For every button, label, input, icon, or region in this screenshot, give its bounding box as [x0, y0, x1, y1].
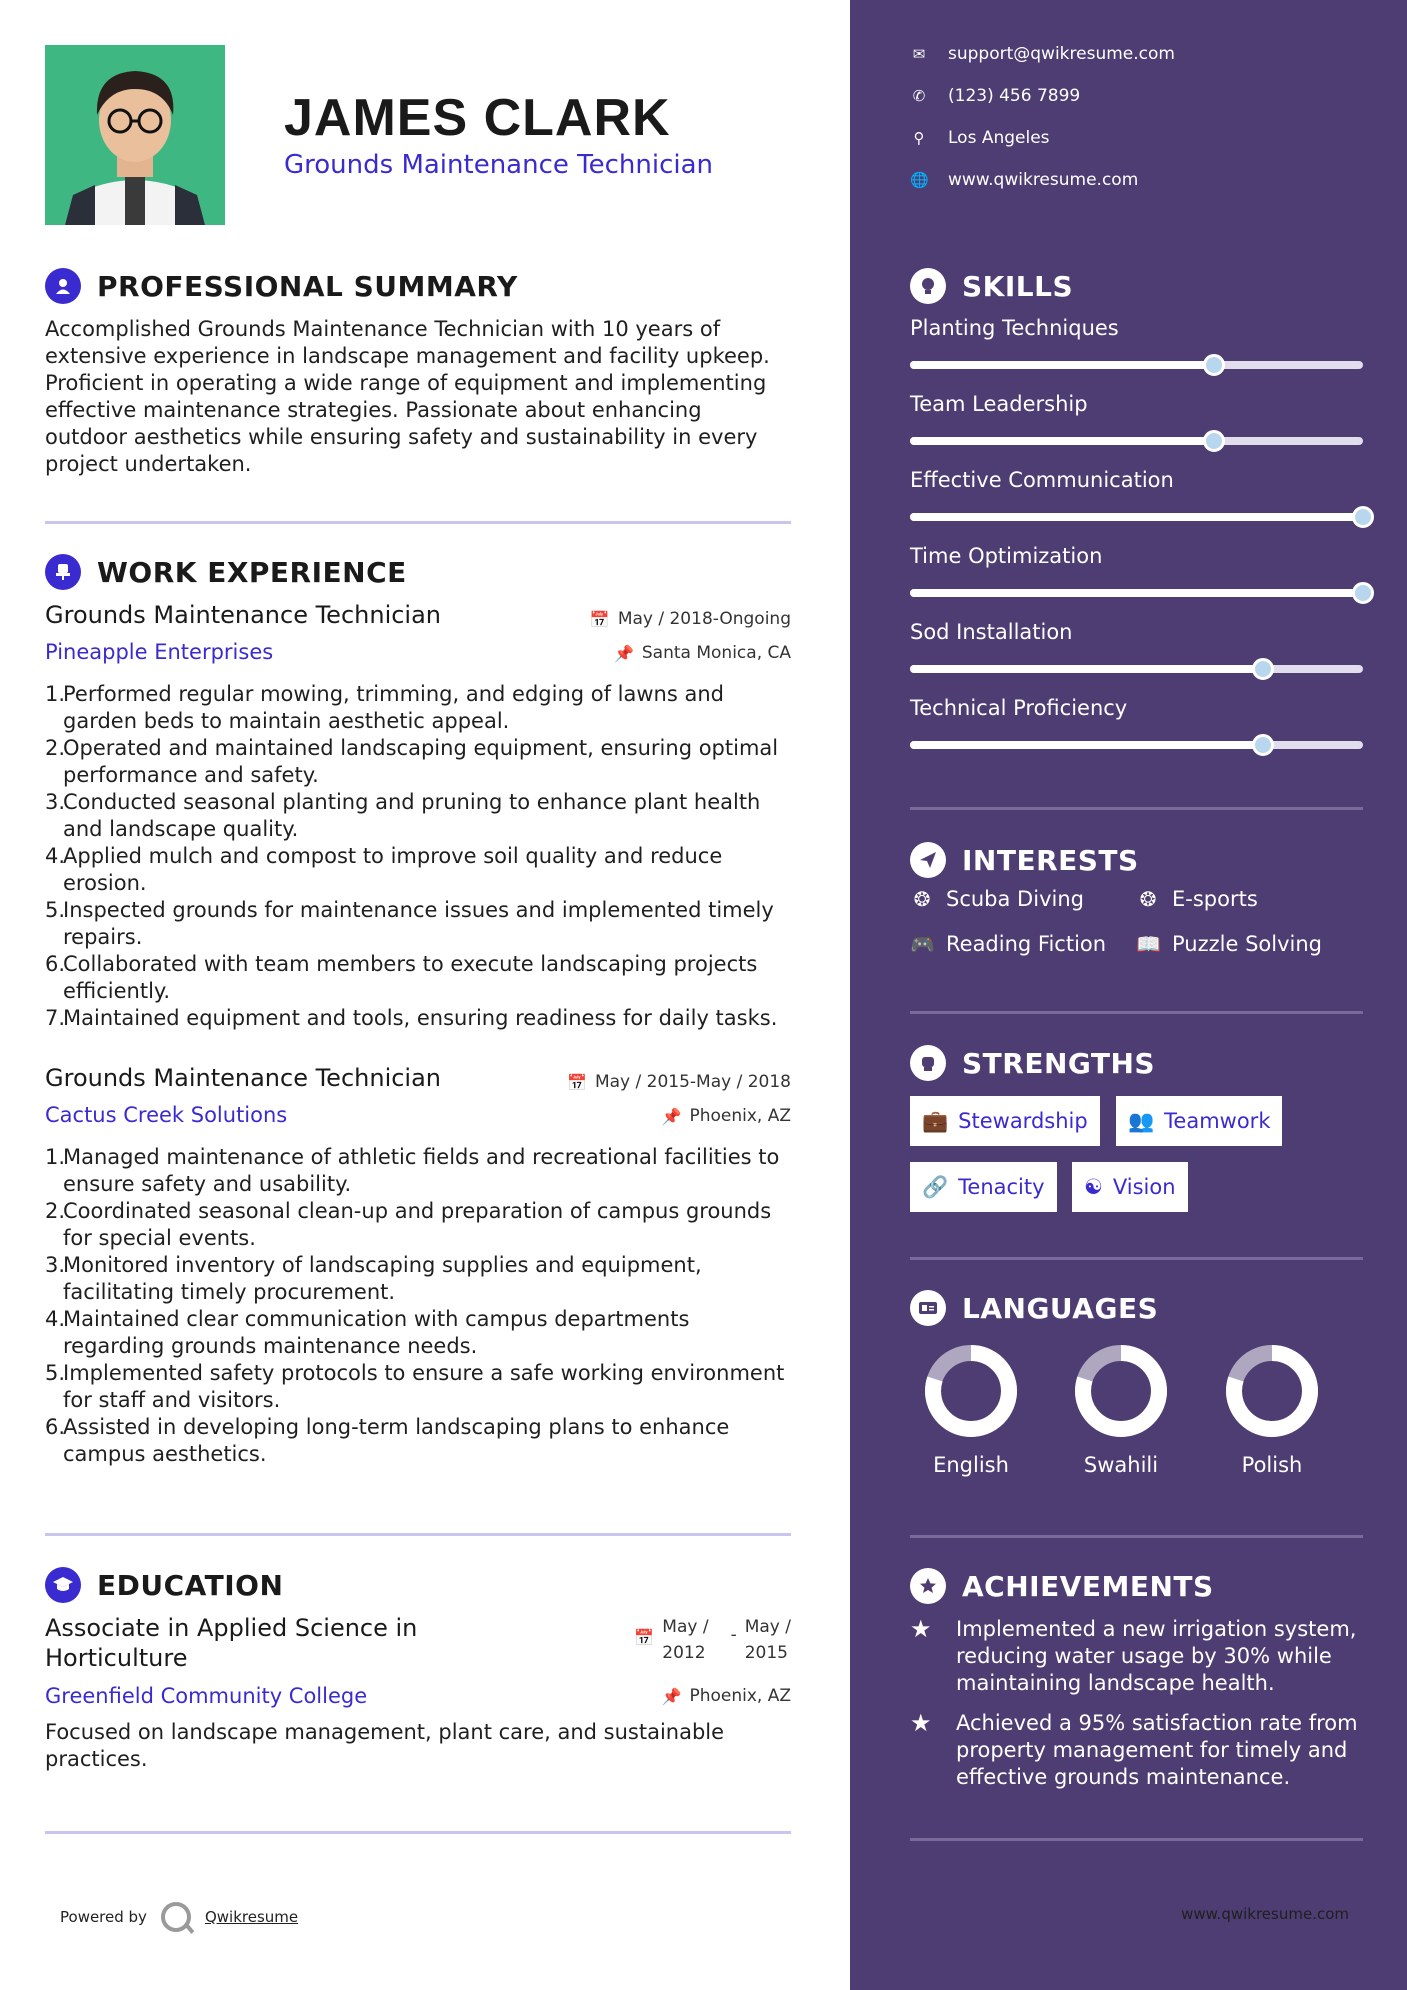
job-dates	[590, 609, 791, 629]
school-name: Greenfield Community College	[45, 1684, 368, 1708]
strength-badge	[910, 1162, 1057, 1212]
envelope-icon: ✉	[912, 45, 926, 63]
skill-bar-fill	[910, 513, 1363, 521]
edu-start-month: May /	[662, 1617, 709, 1637]
edu-start-year: 2012	[662, 1643, 706, 1663]
section-title: ACHIEVEMENTS	[962, 1569, 1214, 1603]
job-dates	[567, 1072, 791, 1092]
pin-icon: 📌	[613, 643, 634, 663]
section-title: PROFESSIONAL SUMMARY	[97, 269, 518, 303]
gamepad-icon: 🎮	[910, 932, 935, 956]
job-location-text: Santa Monica, CA	[641, 643, 791, 663]
strength-badge	[910, 1096, 1100, 1146]
language-item	[1046, 1343, 1196, 1477]
strength-badge	[1072, 1162, 1188, 1212]
skill-label: Team Leadership	[910, 392, 1088, 416]
degree-line: Horticulture	[45, 1644, 188, 1672]
list-item: 2. Operated and maintained landscaping equipment, ensuring optimal performance and safety.	[45, 736, 779, 787]
interests-heading	[910, 842, 1139, 878]
lightbulb-icon	[910, 268, 946, 304]
edu-end-year: 2015	[744, 1643, 788, 1663]
skill-bar	[910, 589, 1363, 597]
job-location	[662, 1106, 791, 1126]
id-card-icon	[910, 1290, 946, 1326]
section-title: STRENGTHS	[962, 1046, 1156, 1080]
pin-icon: 📌	[661, 1106, 682, 1126]
language-label: English	[933, 1453, 1009, 1477]
experience-heading	[45, 554, 407, 590]
skill-bar-fill	[910, 741, 1263, 749]
language-ring	[1224, 1343, 1320, 1439]
divider	[910, 1838, 1363, 1841]
list-item: 6. Collaborated with team members to execute landscaping projects efficiently.	[45, 952, 758, 1003]
life-ring-icon: ❂	[1139, 887, 1157, 911]
powered-by-label: Powered by	[60, 1908, 147, 1926]
achievement-item	[910, 1710, 1363, 1791]
location-pin-icon: ⚲	[913, 129, 925, 147]
contact-location-text: Los Angeles	[948, 128, 1050, 148]
powered-by	[60, 1902, 298, 1932]
section-title: SKILLS	[962, 269, 1074, 303]
job-location	[614, 643, 791, 663]
calendar-icon: 📅	[634, 1628, 655, 1647]
section-title: LANGUAGES	[962, 1291, 1159, 1325]
degree-line: Associate in Applied Science in	[45, 1614, 418, 1642]
star-icon: ★	[910, 1709, 932, 1737]
skill-bar-fill	[910, 589, 1363, 597]
section-title: WORK EXPERIENCE	[97, 555, 407, 589]
brand-link[interactable]: Qwikresume	[204, 1908, 299, 1926]
skill-bar	[910, 437, 1363, 445]
contact-website-text: www.qwikresume.com	[948, 170, 1139, 190]
skill-bar-knob	[1203, 430, 1225, 452]
section-title: INTERESTS	[962, 843, 1139, 877]
interest-label: E-sports	[1172, 887, 1258, 911]
candidate-name: JAMES CLARK	[284, 89, 671, 147]
contact-website[interactable]	[910, 170, 1138, 190]
job-title: Grounds Maintenance Technician	[45, 601, 442, 629]
list-item: 1. Performed regular mowing, trimming, and edging of lawns and garden beds to maintain aesthetic appeal.	[45, 682, 724, 733]
list-item: 5. Implemented safety protocols to ensure a safe working environment for staff and visitors.	[45, 1361, 785, 1412]
candidate-role: Grounds Maintenance Technician	[284, 150, 714, 180]
binoculars-icon: ☯	[1084, 1175, 1103, 1199]
skill-bar-fill	[910, 361, 1214, 369]
interest-label: Scuba Diving	[946, 887, 1084, 911]
interest-item	[1136, 887, 1258, 911]
star-badge-icon	[910, 1568, 946, 1604]
language-item	[1197, 1343, 1347, 1477]
achievement-item	[910, 1616, 1363, 1697]
skill-label: Effective Communication	[910, 468, 1174, 492]
skill-label: Sod Installation	[910, 620, 1073, 644]
list-item: 3. Monitored inventory of landscaping supplies and equipment, facilitating timely procurement.	[45, 1253, 702, 1304]
language-ring	[1073, 1343, 1169, 1439]
education-heading	[45, 1567, 283, 1603]
education-location-text: Phoenix, AZ	[689, 1686, 791, 1706]
divider	[910, 1257, 1363, 1260]
globe-icon: 🌐	[910, 171, 929, 189]
book-icon: 📖	[1136, 932, 1161, 956]
company-name: Cactus Creek Solutions	[45, 1103, 288, 1127]
job-title: Grounds Maintenance Technician	[45, 1064, 442, 1092]
interest-item	[910, 932, 1106, 956]
strength-label: Stewardship	[958, 1109, 1088, 1133]
contact-email-text: support@qwikresume.com	[948, 44, 1175, 64]
skill-label: Planting Techniques	[910, 316, 1119, 340]
calendar-icon: 📅	[567, 1072, 587, 1092]
achievement-text: Implemented a new irrigation system, reducing water usage by 30% while maintaining landscape health.	[956, 1617, 1357, 1695]
footer-website[interactable]: www.qwikresume.com	[1181, 1905, 1349, 1923]
star-icon: ★	[910, 1615, 932, 1643]
strength-label: Teamwork	[1164, 1109, 1271, 1133]
job-dates-text: May / 2015-May / 2018	[594, 1072, 791, 1092]
section-title: EDUCATION	[97, 1568, 284, 1602]
strength-label: Vision	[1112, 1175, 1176, 1199]
interest-label: Puzzle Solving	[1172, 932, 1322, 956]
edu-end-month: May /	[744, 1617, 791, 1637]
summary-text: Accomplished Grounds Maintenance Technician with 10 years of extensive experience in landscape management and facility upkeep. Proficient in operating a wide range of equipment and implementing effective maintenance strategies. Passionate about enhancing outdoor aesthetics while ensuring safety and sustainability in every project undertaken.	[45, 317, 770, 476]
education-description: Focused on landscape management, plant care, and sustainable practices.	[45, 1720, 725, 1771]
job-dates-text: May / 2018-Ongoing	[617, 609, 791, 629]
list-item: 6. Assisted in developing long-term landscaping plans to enhance campus aesthetics.	[45, 1415, 730, 1466]
skill-bar	[910, 361, 1363, 369]
skill-bar-fill	[910, 665, 1263, 673]
list-item: 7. Maintained equipment and tools, ensuring readiness for daily tasks.	[45, 1006, 778, 1030]
skill-bar-knob	[1352, 506, 1374, 528]
contact-location	[910, 128, 1050, 148]
education-dates	[634, 1614, 791, 1666]
user-icon	[45, 268, 81, 304]
list-item: 3. Conducted seasonal planting and pruning to enhance plant health and landscape quality.	[45, 790, 761, 841]
divider	[910, 807, 1363, 810]
profile-photo	[45, 45, 225, 225]
languages-heading	[910, 1290, 1158, 1326]
language-ring	[923, 1343, 1019, 1439]
divider	[45, 1831, 791, 1834]
fist-icon	[910, 1045, 946, 1081]
divider	[910, 1011, 1363, 1014]
interest-label: Reading Fiction	[946, 932, 1107, 956]
divider	[910, 1535, 1363, 1538]
life-ring-icon: ❂	[913, 887, 931, 911]
skill-bar-knob	[1203, 354, 1225, 376]
pin-icon: 📌	[661, 1686, 682, 1706]
education-location	[662, 1686, 791, 1706]
calendar-icon: 📅	[589, 609, 610, 629]
list-item: 5. Inspected grounds for maintenance issues and implemented timely repairs.	[45, 898, 774, 949]
edu-date-sep: -	[730, 1625, 737, 1645]
strength-label: Tenacity	[958, 1175, 1045, 1199]
skill-bar-fill	[910, 437, 1214, 445]
skill-bar	[910, 741, 1363, 749]
skill-label: Technical Proficiency	[910, 696, 1128, 720]
skills-heading	[910, 268, 1073, 304]
interest-item	[1136, 932, 1322, 956]
list-item: 1. Managed maintenance of athletic fields and recreational facilities to ensure safety and usability.	[45, 1145, 780, 1196]
divider	[45, 1533, 791, 1536]
users-icon: 👥	[1128, 1108, 1155, 1133]
achievements-heading	[910, 1568, 1214, 1604]
achievement-text: Achieved a 95% satisfaction rate from property management for timely and effective grounds maintenance.	[956, 1711, 1358, 1789]
language-label: Swahili	[1083, 1453, 1159, 1477]
job-bullets	[45, 681, 795, 1032]
contact-phone	[910, 86, 1080, 106]
chair-icon	[45, 554, 81, 590]
strength-badge	[1116, 1096, 1282, 1146]
job-location-text: Phoenix, AZ	[689, 1106, 791, 1126]
degree-title	[45, 1613, 417, 1673]
link-icon: 🔗	[922, 1174, 949, 1199]
paper-plane-icon	[910, 842, 946, 878]
graduation-icon	[45, 1567, 81, 1603]
list-item: 2. Coordinated seasonal clean-up and preparation of campus grounds for special events.	[45, 1199, 772, 1250]
company-name: Pineapple Enterprises	[45, 640, 274, 664]
summary-heading	[45, 268, 518, 304]
phone-icon: ✆	[912, 87, 926, 105]
skill-bar	[910, 665, 1363, 673]
strengths-heading	[910, 1045, 1155, 1081]
interest-item	[910, 887, 1084, 911]
skill-bar-knob	[1352, 582, 1374, 604]
contact-email[interactable]	[910, 44, 1175, 64]
qwikresume-logo-icon	[161, 1902, 191, 1932]
divider	[45, 521, 791, 524]
list-item: 4. Maintained clear communication with campus departments regarding grounds maintenance needs.	[45, 1307, 690, 1358]
job-bullets	[45, 1144, 795, 1468]
skill-bar	[910, 513, 1363, 521]
contact-phone-text: (123) 456 7899	[948, 86, 1081, 106]
language-item	[896, 1343, 1046, 1477]
skill-label: Time Optimization	[910, 544, 1103, 568]
briefcase-icon: 💼	[922, 1108, 949, 1133]
language-label: Polish	[1241, 1453, 1303, 1477]
list-item: 4. Applied mulch and compost to improve soil quality and reduce erosion.	[45, 844, 723, 895]
